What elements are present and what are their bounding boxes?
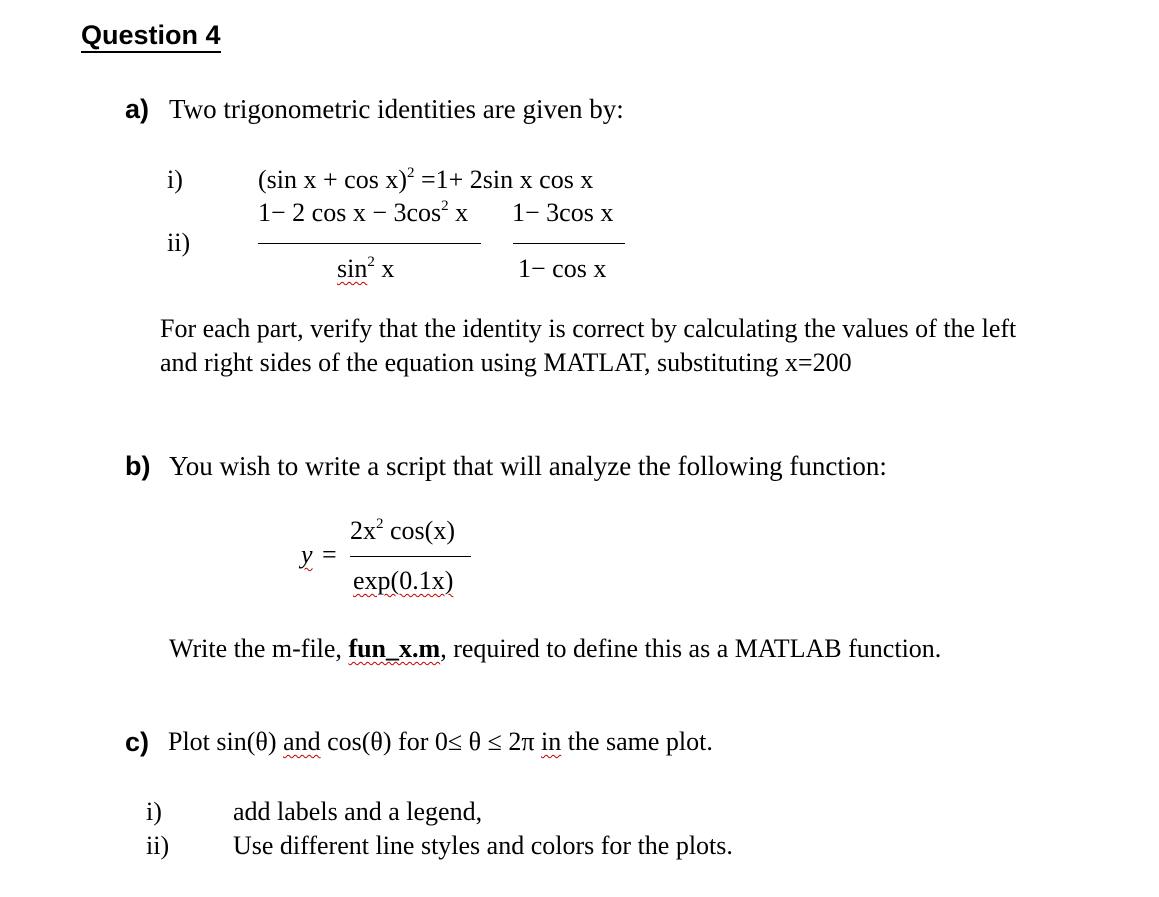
function-numerator-b: cos(x) — [383, 516, 455, 545]
part-c-item-i-text: add labels and a legend, — [233, 797, 483, 826]
part-c-sin-expr: sin(θ) — [216, 727, 277, 756]
function-denominator-text: exp(0.1x) — [353, 566, 454, 595]
part-a-instruction-line1: For each part, verify that the identity is correct by calculating the values of the left — [160, 314, 1017, 343]
part-c-item-ii-label: ii) — [146, 831, 170, 860]
identity-ii-left-denominator-b: x — [374, 254, 395, 283]
part-a-intro: Two trigonometric identities are given by: — [169, 94, 624, 124]
part-c-in-word: in — [540, 727, 562, 756]
part-c-cos-expr: cos(θ) — [327, 727, 392, 756]
identity-i-exp: 2 — [406, 165, 415, 181]
part-b-intro: You wish to write a script that will analyze the following function: — [169, 451, 887, 481]
identity-i — [258, 165, 593, 195]
part-b-label: b) — [125, 451, 151, 481]
part-c-item-i-label: i) — [146, 797, 162, 826]
part-c-item-ii-text: Use different line styles and colors for the plots. — [233, 831, 733, 860]
identity-i-rhs: =1+ 2sin x cos x — [420, 165, 594, 194]
part-a-label: a) — [125, 94, 150, 124]
part-b-instruction-suffix: , required to define this as a MATLAB function. — [440, 634, 942, 663]
identity-ii-left-fraction-bar — [258, 243, 481, 244]
part-a-item-ii-label: ii) — [167, 228, 191, 257]
function-equals: = — [322, 540, 337, 569]
part-a-item-i-label: i) — [167, 165, 183, 194]
function-denominator — [353, 566, 453, 596]
part-b-filename: fun_x.m — [348, 634, 441, 663]
part-b-instruction — [169, 634, 941, 664]
identity-i-lhs: (sin x + cos x) — [258, 165, 407, 194]
function-numerator-exp: 2 — [376, 516, 384, 532]
part-c-range-expr: 0≤ θ ≤ 2π — [434, 727, 535, 756]
function-numerator — [350, 516, 455, 546]
identity-ii-right-fraction-bar — [513, 243, 625, 244]
part-c-plot-word: Plot — [168, 727, 210, 756]
part-c-tail: the same plot. — [567, 727, 713, 756]
function-fraction-bar — [350, 556, 471, 557]
identity-ii-left-denominator-exp: 2 — [367, 254, 375, 270]
part-a-instruction-line2: and right sides of the equation using MATLAT, substituting x=200 — [160, 348, 852, 377]
identity-ii-left-denominator-a: sin — [337, 254, 368, 283]
function-y-symbol: y — [301, 540, 313, 569]
page-title: Question 4 — [81, 20, 221, 53]
part-c-for-word: for — [398, 727, 429, 756]
part-c-intro — [168, 727, 713, 757]
part-c-and-word: and — [283, 727, 321, 756]
part-b-instruction-prefix: Write the m-file, — [169, 634, 342, 663]
function-numerator-a: 2x — [350, 516, 376, 545]
identity-ii-left-numerator-exp: 2 — [441, 198, 449, 214]
function-y-var — [301, 540, 313, 570]
identity-ii-right-denominator: 1− cos x — [518, 254, 607, 283]
identity-ii-left-denominator — [337, 254, 394, 284]
identity-ii-left-numerator — [258, 198, 468, 228]
identity-ii-left-numerator-b: x — [448, 198, 469, 227]
identity-ii-right-numerator: 1− 3cos x — [512, 198, 614, 227]
identity-ii-left-numerator-a: 1− 2 cos x − 3cos — [258, 198, 442, 227]
part-c-label: c) — [125, 727, 150, 757]
